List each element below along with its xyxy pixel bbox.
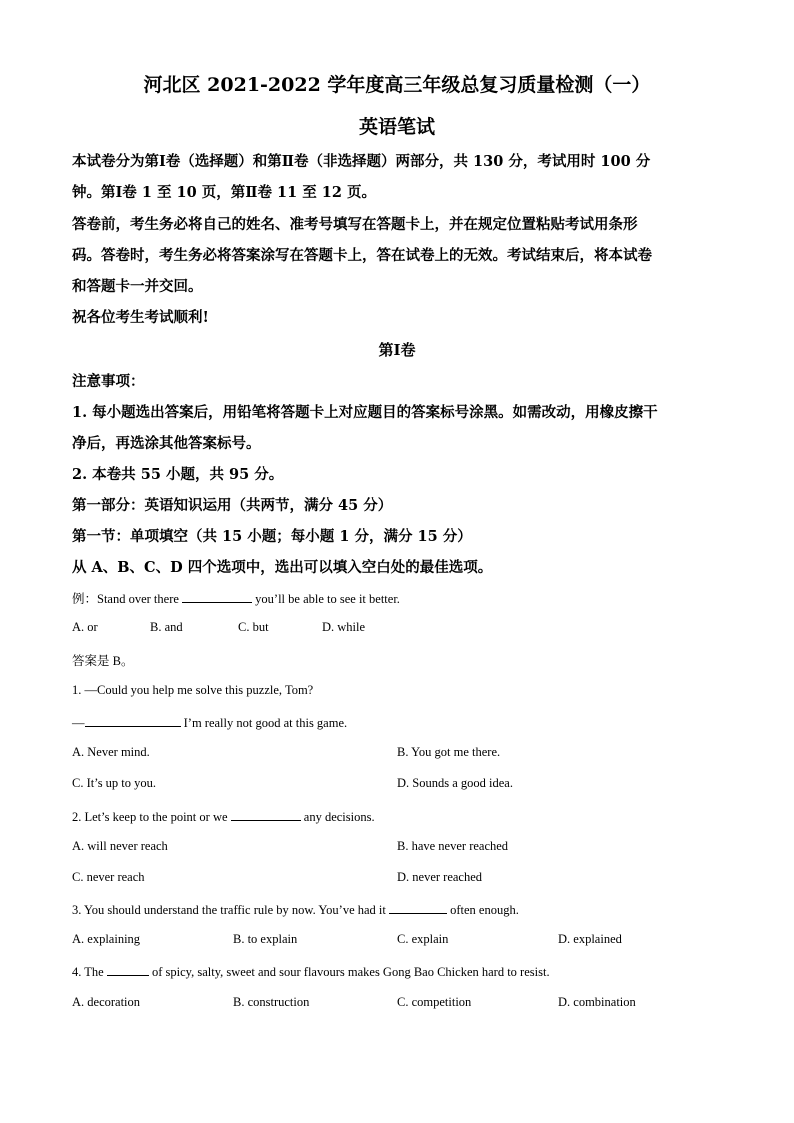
note-line: 1. 每小题选出答案后，用铅笔将答题卡上对应题目的答案标号涂黑。如需改动，用橡皮擦干	[72, 404, 658, 421]
example-stem-pre: 例：Stand over there	[72, 592, 179, 606]
question-2-option-d: D. never reached	[397, 870, 483, 884]
question-1-line1: 1. —Could you help me solve this puzzle, Tom?	[72, 683, 314, 697]
question-2-option-a: A. will never reach	[72, 839, 168, 853]
question-2-stem	[72, 808, 375, 825]
exam-subtitle: 英语笔试	[358, 116, 435, 138]
question-3-option-d: D. explained	[558, 932, 622, 946]
question-2-option-b: B. have never reached	[397, 839, 509, 853]
question-3-option-c: C. explain	[397, 932, 449, 946]
example-stem	[72, 589, 400, 607]
example-option-b: B. and	[150, 620, 183, 634]
answer-blank	[231, 808, 301, 821]
question-3-option-b: B. to explain	[233, 932, 298, 946]
question-4-option-d: D. combination	[558, 995, 636, 1009]
question-4-option-a: A. decoration	[72, 995, 141, 1009]
question-4-option-c: C. competition	[397, 995, 472, 1009]
question-4-stem	[72, 963, 550, 980]
question-1-line2	[72, 714, 347, 731]
question-1-option-c: C. It’s up to you.	[72, 776, 157, 790]
dash: —	[72, 716, 85, 730]
intro-line: 祝各位考生考试顺利!	[72, 309, 209, 326]
question-1-option-d: D. Sounds a good idea.	[397, 776, 513, 790]
question-2-post: any decisions.	[303, 810, 375, 824]
question-4-post: of spicy, salty, sweet and sour flavours makes Gong Bao Chicken hard to resist.	[151, 965, 550, 979]
note-line: 2. 本卷共 55 小题，共 95 分。	[72, 466, 284, 483]
answer-blank	[107, 963, 149, 976]
exam-title: 河北区 2021-2022 学年度高三年级总复习质量检测（一）	[143, 74, 651, 96]
example-option-d: D. while	[322, 620, 366, 634]
question-2-option-c: C. never reach	[72, 870, 145, 884]
answer-blank	[389, 901, 447, 914]
example-option-a: A. or	[72, 620, 98, 634]
question-1-option-b: B. You got me there.	[397, 745, 501, 759]
question-1-option-a: A. Never mind.	[72, 745, 150, 759]
question-3-option-a: A. explaining	[72, 932, 141, 946]
question-4-option-b: B. construction	[233, 995, 310, 1009]
intro-line: 本试卷分为第Ⅰ卷（选择题）和第Ⅱ卷（非选择题）两部分，共 130 分，考试用时 100 分	[72, 153, 651, 170]
section-title: 第Ⅰ卷	[378, 341, 416, 359]
example-option-c: C. but	[238, 620, 269, 634]
part-heading: 第一部分：英语知识运用（共两节，满分 45 分）	[72, 497, 393, 514]
section-heading: 第一节：单项填空（共 15 小题；每小题 1 分，满分 15 分）	[72, 528, 472, 545]
intro-line: 答卷前，考生务必将自己的姓名、准考号填写在答题卡上，并在规定位置粘贴考试用条形	[72, 216, 638, 233]
instruction-line: 从 A、B、C、D 四个选项中，选出可以填入空白处的最佳选项。	[72, 559, 493, 576]
example-answer: 答案是 B。	[72, 654, 134, 668]
intro-line: 钟。第Ⅰ卷 1 至 10 页，第Ⅱ卷 11 至 12 页。	[72, 184, 377, 201]
question-2-pre: 2. Let’s keep to the point or we	[72, 810, 228, 824]
intro-line: 码。答卷时，考生务必将答案涂写在答题卡上，答在试卷上的无效。考试结束后，将本试卷	[72, 247, 652, 264]
answer-blank	[85, 714, 181, 727]
question-1-reply: I’m really not good at this game.	[183, 716, 348, 730]
question-3-pre: 3. You should understand the traffic rule by now. You’ve had it	[72, 903, 386, 917]
question-3-post: often enough.	[450, 903, 519, 917]
question-3-stem	[72, 901, 519, 918]
intro-line: 和答题卡一并交回。	[72, 278, 203, 295]
question-4-pre: 4. The	[72, 965, 104, 979]
example-stem-post: you’ll be able to see it better.	[255, 592, 400, 606]
notes-heading: 注意事项：	[72, 373, 145, 390]
note-line: 净后，再选涂其他答案标号。	[72, 435, 261, 452]
answer-blank	[182, 590, 252, 603]
